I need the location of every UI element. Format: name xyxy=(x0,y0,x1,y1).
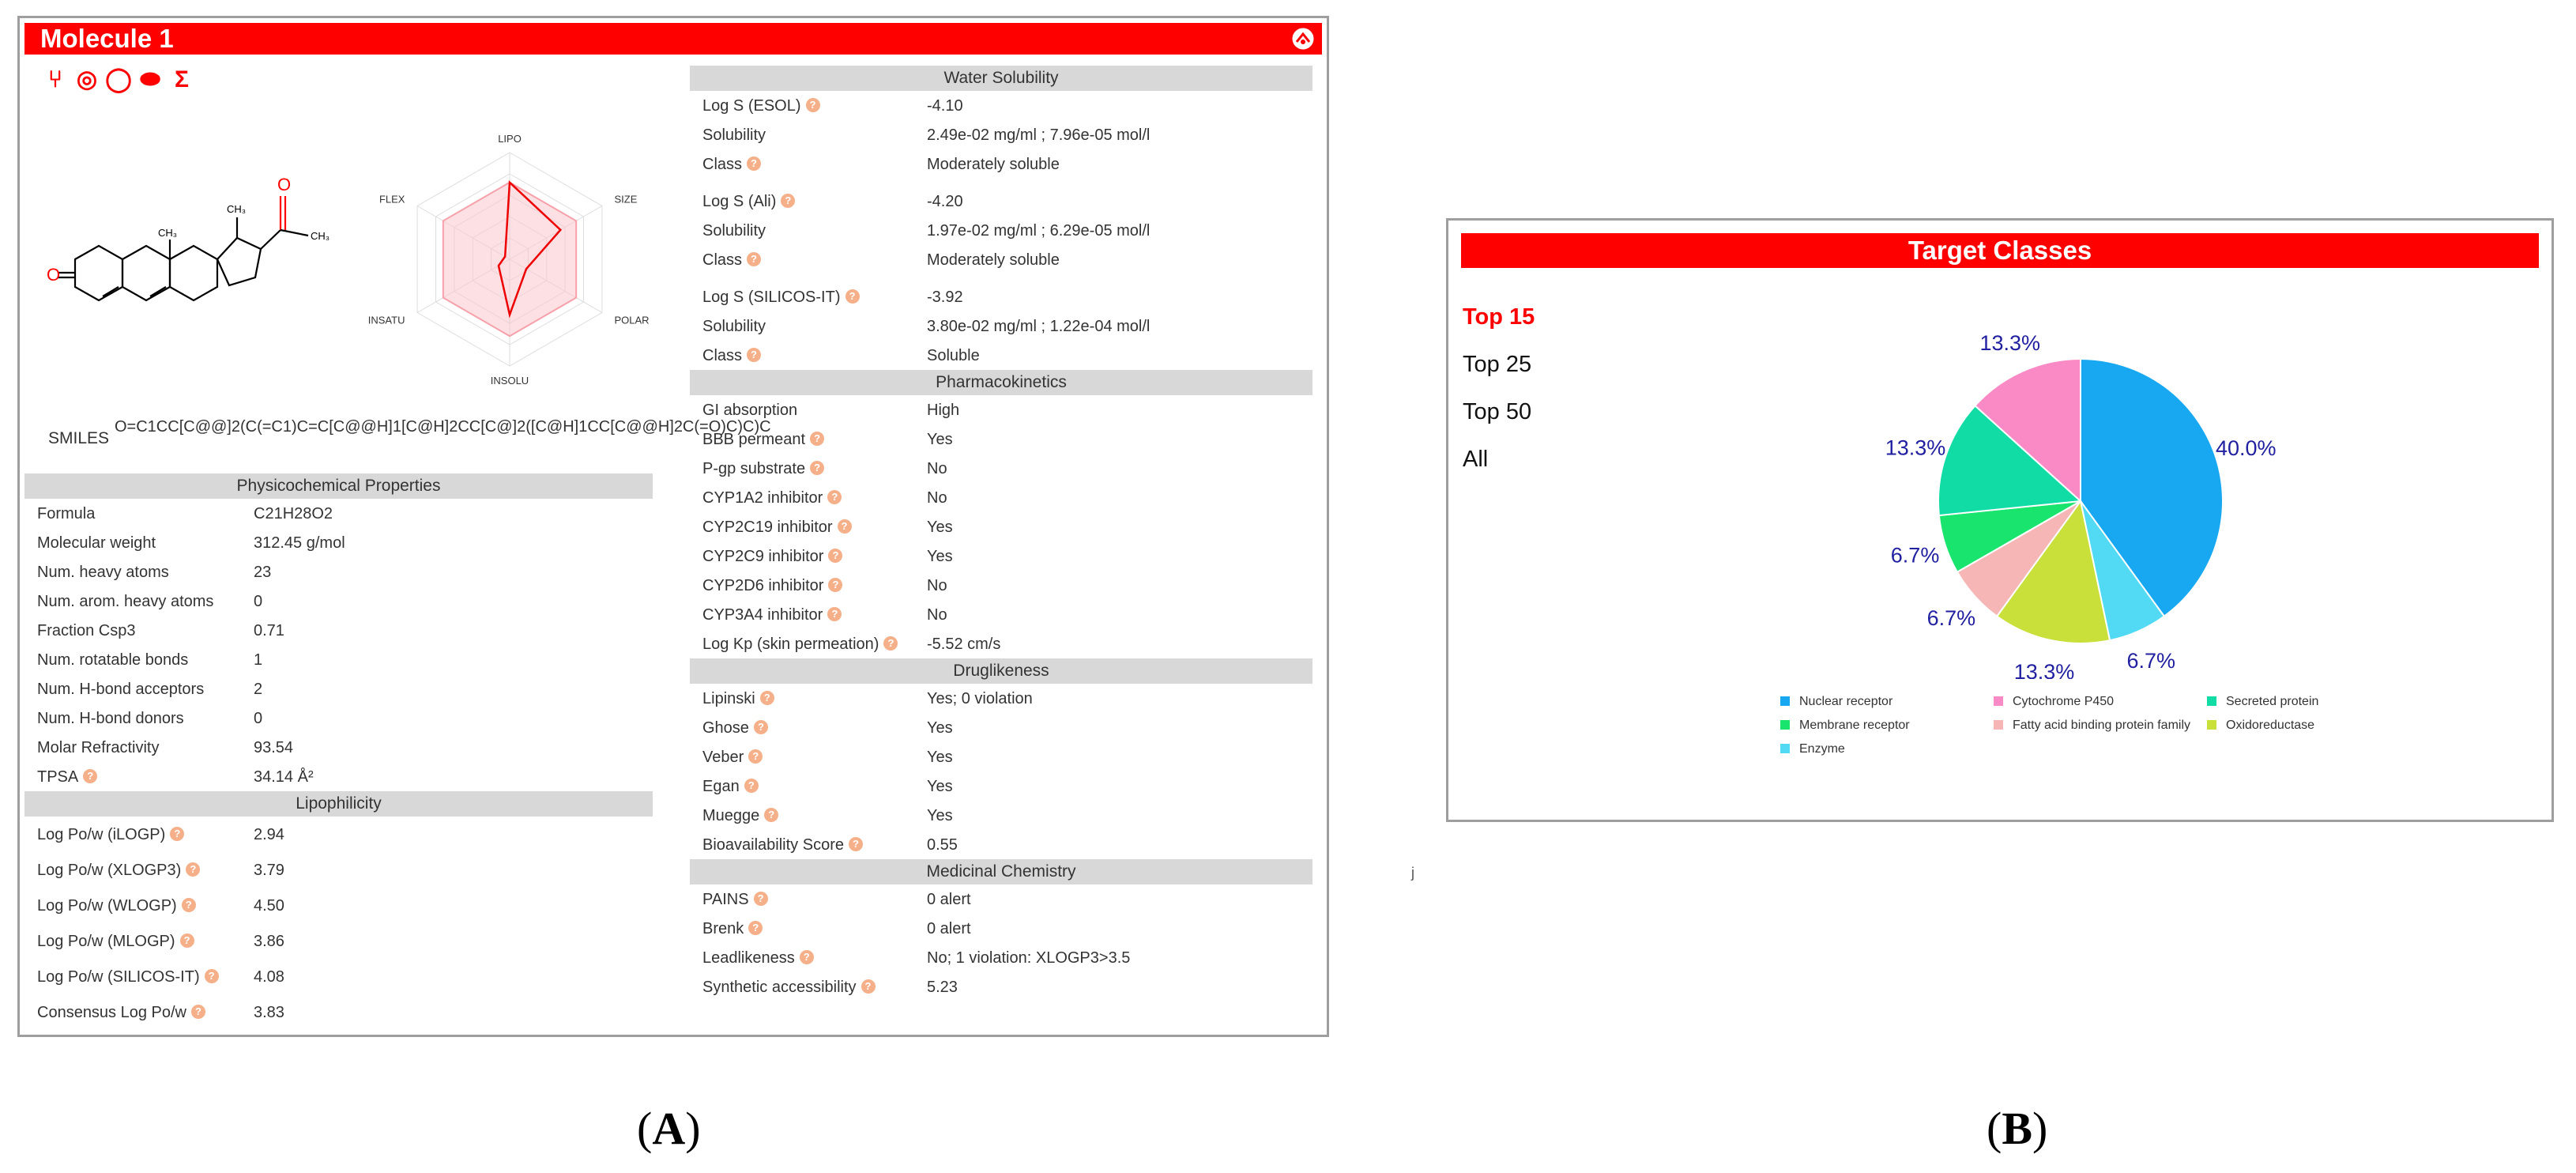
legend-swatch xyxy=(1780,696,1790,706)
molecule-structure xyxy=(43,160,344,350)
property-label: Veber ? xyxy=(702,749,763,767)
option-top-15[interactable]: Top 15 xyxy=(1463,304,1535,330)
property-row xyxy=(690,801,1312,830)
property-row xyxy=(24,817,653,852)
property-value: 0 xyxy=(254,593,263,610)
property-value: 312.45 g/mol xyxy=(254,534,345,552)
property-value: No; 1 violation: XLOGP3>3.5 xyxy=(927,949,1131,967)
property-row xyxy=(690,395,1312,424)
methyl-label-2: CH₃ xyxy=(227,203,247,215)
property-row xyxy=(24,557,653,586)
pill-icon[interactable]: ⬬ xyxy=(140,66,160,92)
property-row xyxy=(690,454,1312,483)
legend-item[interactable] xyxy=(2207,719,2314,733)
row-spacer xyxy=(690,274,1312,282)
option-top-25[interactable]: Top 25 xyxy=(1463,352,1532,377)
property-label: GI absorption xyxy=(702,402,798,419)
lipophilicity-rows xyxy=(24,817,653,1030)
property-value: Soluble xyxy=(927,347,980,364)
property-row xyxy=(690,149,1312,179)
property-row xyxy=(690,424,1312,454)
property-value: Yes xyxy=(927,749,953,766)
property-label: Lipinski ? xyxy=(702,690,774,708)
legend-swatch xyxy=(1780,744,1790,753)
oxygen-label-1: O xyxy=(47,265,61,285)
property-label: Egan ? xyxy=(702,778,759,796)
property-value: Moderately soluble xyxy=(927,156,1060,173)
water-solubility-rows xyxy=(690,91,1312,370)
smiles-value: O=C1CC[C@@]2(C(=C1)C=C[C@@H]1[C@H]2CC[C@]2([C@H]1CC[C@@H]2C(=O)C)C)C xyxy=(115,418,771,436)
property-value: 2.49e-02 mg/ml ; 7.96e-05 mol/l xyxy=(927,126,1151,144)
property-label: Solubility xyxy=(702,318,766,335)
pie-data-label: 6.7% xyxy=(2126,649,2176,673)
legend-item[interactable] xyxy=(1994,719,2190,733)
help-icon[interactable]: ? xyxy=(170,827,184,841)
property-label: Class ? xyxy=(702,156,761,174)
property-value: Yes xyxy=(927,719,953,737)
help-icon[interactable]: ? xyxy=(764,808,778,822)
help-icon[interactable]: ? xyxy=(810,461,824,475)
property-value: 93.54 xyxy=(254,739,294,756)
property-label: Num. arom. heavy atoms xyxy=(37,593,214,610)
property-value: Yes xyxy=(927,431,953,448)
radar-label-size: SIZE xyxy=(614,193,638,206)
target-classes-pie-chart xyxy=(1764,307,2397,679)
property-row xyxy=(690,713,1312,742)
property-value: No xyxy=(927,489,947,507)
property-row xyxy=(690,341,1312,370)
property-value: 3.83 xyxy=(254,1004,284,1021)
property-label: Leadlikeness ? xyxy=(702,949,814,967)
help-icon[interactable]: ? xyxy=(747,157,761,171)
property-label: Ghose ? xyxy=(702,719,768,737)
property-row xyxy=(24,994,653,1030)
property-row xyxy=(690,216,1312,245)
property-label: Log S (Ali) ? xyxy=(702,193,795,211)
property-label: Bioavailability Score ? xyxy=(702,836,863,854)
help-icon[interactable]: ? xyxy=(827,490,842,504)
property-row xyxy=(24,499,653,528)
legend-swatch xyxy=(1780,720,1790,730)
property-label: Num. rotatable bonds xyxy=(37,651,189,669)
property-row xyxy=(690,571,1312,600)
property-value: 0 alert xyxy=(927,920,971,937)
property-label: CYP2C19 inhibitor ? xyxy=(702,519,852,537)
legend-swatch xyxy=(1994,720,2003,730)
section-heading-medchem: Medicinal Chemistry xyxy=(690,859,1312,884)
property-row xyxy=(690,943,1312,972)
property-value: 4.50 xyxy=(254,897,284,915)
property-label: Log S (ESOL) ? xyxy=(702,97,820,115)
help-icon[interactable]: ? xyxy=(800,950,814,964)
help-icon[interactable]: ? xyxy=(845,289,860,304)
help-icon[interactable]: ? xyxy=(754,892,768,906)
property-label: Solubility xyxy=(702,126,766,144)
legend-item[interactable] xyxy=(2207,695,2318,709)
legend-item[interactable] xyxy=(1780,742,1845,756)
property-label: Log Po/w (SILICOS-IT) ? xyxy=(37,968,219,986)
property-label: CYP1A2 inhibitor ? xyxy=(702,489,842,507)
property-value: -4.20 xyxy=(927,193,963,210)
property-row xyxy=(690,282,1312,311)
left-column xyxy=(24,473,653,1030)
property-row xyxy=(24,762,653,791)
circle-icon[interactable]: ◯ xyxy=(105,66,132,92)
property-row xyxy=(24,852,653,888)
property-label: Consensus Log Po/w ? xyxy=(37,1004,205,1022)
legend-swatch xyxy=(1994,696,2003,706)
property-value: -5.52 cm/s xyxy=(927,636,1001,653)
property-value: -4.10 xyxy=(927,97,963,115)
help-icon[interactable]: ? xyxy=(828,578,842,592)
property-label: Solubility xyxy=(702,222,766,240)
help-icon[interactable]: ? xyxy=(747,252,761,266)
help-icon[interactable]: ? xyxy=(182,898,196,912)
legend-swatch xyxy=(2207,720,2216,730)
radar-label-lipo: LIPO xyxy=(498,133,522,145)
section-heading-physchem: Physicochemical Properties xyxy=(24,473,653,499)
help-icon[interactable]: ? xyxy=(781,194,795,208)
radar-label-flex: FLEX xyxy=(378,193,405,206)
property-value: No xyxy=(927,577,947,594)
property-label: Muegge ? xyxy=(702,807,778,825)
property-label: Log Po/w (WLOGP) ? xyxy=(37,897,196,915)
section-heading-druglikeness: Druglikeness xyxy=(690,658,1312,684)
help-icon[interactable]: ? xyxy=(760,691,774,705)
property-row xyxy=(690,541,1312,571)
property-row xyxy=(24,959,653,994)
property-label: Synthetic accessibility ? xyxy=(702,979,876,997)
property-value: 3.80e-02 mg/ml ; 1.22e-04 mol/l xyxy=(927,318,1151,335)
property-value: 5.23 xyxy=(927,979,958,996)
help-icon[interactable]: ? xyxy=(754,720,768,734)
target-icon[interactable]: ◎ xyxy=(76,66,98,92)
property-row xyxy=(690,830,1312,859)
property-row xyxy=(690,629,1312,658)
property-label: Log S (SILICOS-IT) ? xyxy=(702,289,860,307)
property-value: 4.08 xyxy=(254,968,284,986)
radar-label-polar: POLAR xyxy=(614,314,650,326)
stray-mark: j xyxy=(1411,865,1414,881)
property-value: 3.79 xyxy=(254,862,284,879)
pie-data-label: 6.7% xyxy=(1890,543,1940,568)
help-icon[interactable]: ? xyxy=(744,779,759,793)
help-icon[interactable]: ? xyxy=(83,769,97,783)
pie-data-label: 40.0% xyxy=(2215,436,2277,461)
help-icon[interactable]: ? xyxy=(806,98,820,112)
property-label: Log Po/w (MLOGP) ? xyxy=(37,933,194,951)
pie-legend xyxy=(1764,695,2397,790)
sigma-icon[interactable]: Σ xyxy=(174,66,189,92)
property-value: Yes xyxy=(927,778,953,795)
bioavailability-radar xyxy=(336,97,684,413)
property-row xyxy=(690,245,1312,274)
property-label: CYP2D6 inhibitor ? xyxy=(702,577,842,595)
property-label: Molecular weight xyxy=(37,534,156,552)
molecule-header xyxy=(24,23,1322,55)
smiles-label: SMILES xyxy=(48,429,110,447)
property-value: 1 xyxy=(254,651,263,669)
legend-label: Cytochrome P450 xyxy=(2013,695,2115,708)
help-icon[interactable]: ? xyxy=(191,1005,205,1019)
property-value: 34.14 Å² xyxy=(254,768,314,786)
property-row xyxy=(690,914,1312,943)
legend-item[interactable] xyxy=(1994,695,2114,709)
help-icon[interactable]: ? xyxy=(861,979,876,994)
property-row xyxy=(690,120,1312,149)
property-value: 0.55 xyxy=(927,836,958,854)
property-row xyxy=(690,884,1312,914)
property-label: Fraction Csp3 xyxy=(37,622,136,639)
property-row xyxy=(690,684,1312,713)
property-value: Moderately soluble xyxy=(927,251,1060,269)
property-value: C21H28O2 xyxy=(254,505,333,522)
property-row xyxy=(24,888,653,923)
property-value: Yes; 0 violation xyxy=(927,690,1033,707)
property-row xyxy=(690,771,1312,801)
collapse-icon[interactable] xyxy=(1287,23,1319,55)
legend-label: Enzyme xyxy=(1799,742,1845,756)
property-row xyxy=(24,703,653,733)
property-label: BBB permeant ? xyxy=(702,431,824,449)
option-top-50[interactable]: Top 50 xyxy=(1463,399,1532,424)
legend-label: Oxidoreductase xyxy=(2226,719,2315,732)
help-icon[interactable]: ? xyxy=(748,749,763,764)
help-icon[interactable]: ? xyxy=(810,432,824,446)
property-row xyxy=(24,733,653,762)
methyl-label-3: CH₃ xyxy=(311,230,330,242)
property-row xyxy=(24,674,653,703)
property-label: CYP2C9 inhibitor ? xyxy=(702,548,842,566)
physchem-rows xyxy=(24,499,653,791)
property-value: No xyxy=(927,460,947,477)
help-icon[interactable]: ? xyxy=(849,837,863,851)
property-row xyxy=(24,645,653,674)
property-label: Molar Refractivity xyxy=(37,739,160,756)
oxygen-label-2: O xyxy=(277,175,292,194)
radar-label-insolu: INSOLU xyxy=(490,375,529,387)
property-value: Yes xyxy=(927,548,953,565)
druglikeness-rows xyxy=(690,684,1312,859)
property-value: 0 xyxy=(254,710,263,727)
help-icon[interactable]: ? xyxy=(205,969,219,983)
property-label: Log Kp (skin permeation) ? xyxy=(702,636,898,654)
property-value: 0.71 xyxy=(254,622,284,639)
property-label: Num. H-bond acceptors xyxy=(37,681,205,698)
property-label: Num. heavy atoms xyxy=(37,564,169,581)
caption-a: (A) xyxy=(637,1103,701,1154)
pie-data-label: 6.7% xyxy=(1926,606,1976,631)
property-row xyxy=(690,972,1312,1001)
legend-label: Membrane receptor xyxy=(1799,719,1910,732)
molecule-panel xyxy=(17,16,1329,1037)
legend-item[interactable] xyxy=(1780,719,1910,733)
pharmacokinetics-rows xyxy=(690,395,1312,658)
property-value: 2 xyxy=(254,681,263,698)
property-label: Formula xyxy=(37,505,96,522)
property-label: P-gp substrate ? xyxy=(702,460,824,478)
pie-data-label: 13.3% xyxy=(1979,330,2041,355)
pie-data-label: 13.3% xyxy=(1885,436,1946,460)
legend-item[interactable] xyxy=(1780,695,1892,709)
section-heading-pharmacokinetics: Pharmacokinetics xyxy=(690,370,1312,395)
help-icon[interactable]: ? xyxy=(186,862,200,877)
property-label: Log Po/w (iLOGP) ? xyxy=(37,826,184,844)
help-icon[interactable]: ? xyxy=(838,519,852,534)
radar-label-insatu: INSATU xyxy=(367,314,405,326)
help-icon[interactable]: ? xyxy=(883,636,898,651)
property-row xyxy=(690,311,1312,341)
caption-b: (B) xyxy=(1987,1103,2048,1154)
property-row xyxy=(690,483,1312,512)
section-heading-lipophilicity: Lipophilicity xyxy=(24,791,653,817)
property-value: Yes xyxy=(927,807,953,824)
property-row xyxy=(24,616,653,645)
property-row xyxy=(690,187,1312,216)
property-row xyxy=(690,600,1312,629)
option-all[interactable]: All xyxy=(1463,447,1489,472)
property-row xyxy=(690,742,1312,771)
property-label: Log Po/w (XLOGP3) ? xyxy=(37,862,200,880)
property-label: Brenk ? xyxy=(702,920,763,938)
help-icon[interactable]: ? xyxy=(748,921,763,935)
fork-knife-icon[interactable]: ⑂ xyxy=(48,66,62,92)
section-heading-water-solubility: Water Solubility xyxy=(690,66,1312,91)
pie-data-label: 13.3% xyxy=(2013,660,2075,679)
legend-label: Fatty acid binding protein family xyxy=(2013,719,2190,732)
help-icon[interactable]: ? xyxy=(747,348,761,362)
property-value: 3.86 xyxy=(254,933,284,950)
property-value: High xyxy=(927,402,960,419)
legend-label: Secreted protein xyxy=(2226,695,2319,708)
property-row xyxy=(24,586,653,616)
medchem-rows xyxy=(690,884,1312,1001)
property-label: PAINS ? xyxy=(702,891,768,909)
molecule-title: Molecule 1 xyxy=(40,24,174,53)
help-icon[interactable]: ? xyxy=(828,549,842,563)
help-icon[interactable]: ? xyxy=(180,933,194,948)
legend-label: Nuclear receptor xyxy=(1799,695,1893,708)
right-column xyxy=(690,66,1312,1001)
property-value: 0 alert xyxy=(927,891,971,908)
property-value: 1.97e-02 mg/ml ; 6.29e-05 mol/l xyxy=(927,222,1151,240)
property-label: Class ? xyxy=(702,251,761,270)
property-label: CYP3A4 inhibitor ? xyxy=(702,606,842,624)
legend-swatch xyxy=(2207,696,2216,706)
row-spacer xyxy=(690,179,1312,187)
property-row xyxy=(690,512,1312,541)
property-value: Yes xyxy=(927,519,953,536)
property-label: Num. H-bond donors xyxy=(37,710,184,727)
property-row xyxy=(24,923,653,959)
property-value: No xyxy=(927,606,947,624)
property-row xyxy=(24,528,653,557)
methyl-label-1: CH₃ xyxy=(158,227,178,239)
property-value: -3.92 xyxy=(927,289,963,306)
target-classes-panel xyxy=(1446,218,2554,822)
toolbar xyxy=(42,66,195,97)
property-label: Class ? xyxy=(702,347,761,365)
property-row xyxy=(690,91,1312,120)
target-classes-title: Target Classes xyxy=(1461,233,2539,268)
property-label: TPSA ? xyxy=(37,768,97,786)
property-value: 23 xyxy=(254,564,272,581)
property-value: 2.94 xyxy=(254,826,284,843)
help-icon[interactable]: ? xyxy=(827,607,842,621)
